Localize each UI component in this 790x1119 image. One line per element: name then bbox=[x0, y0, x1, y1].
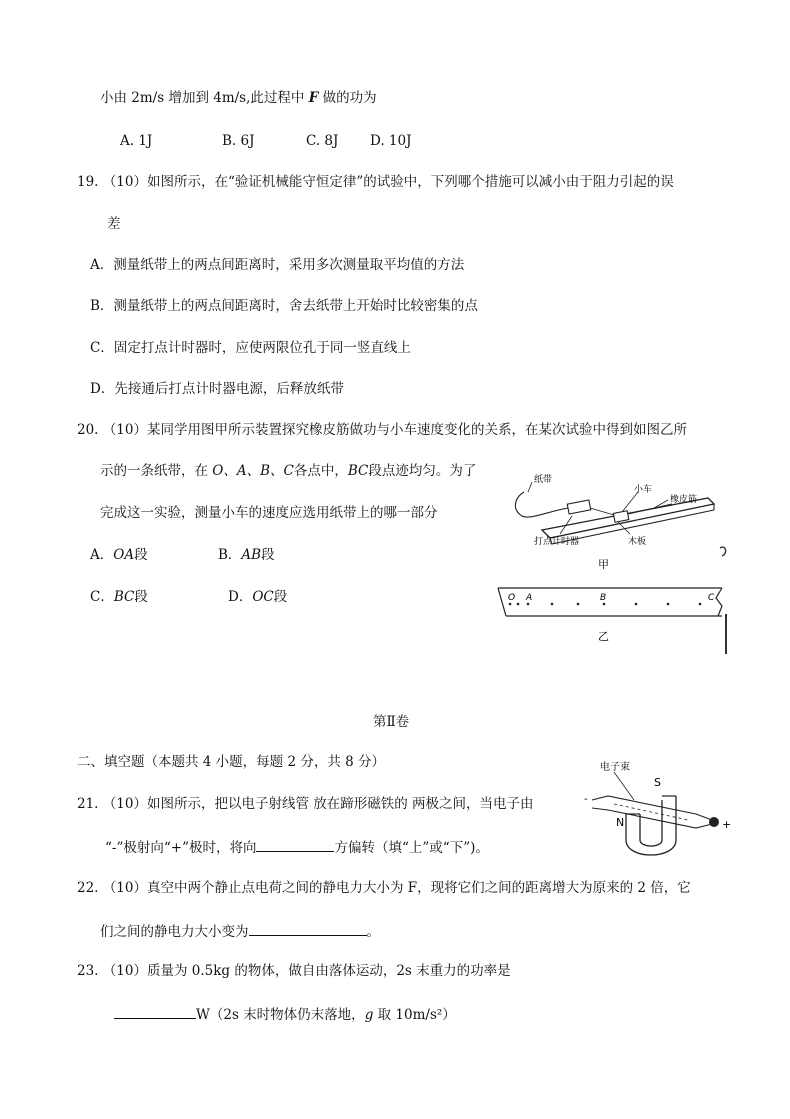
q19-stem-line1: 19. （10）如图所示，在“验证机械能守恒定律”的试验中，下列哪个措施可以减小由于阻力引起的误 bbox=[77, 174, 674, 190]
q18-option-b: B. 6J bbox=[222, 133, 255, 149]
section-heading: 二、填空题（本题共 4 小题，每题 2 分，共 8 分） bbox=[77, 754, 386, 770]
tape-dot bbox=[509, 603, 512, 606]
tube-anode-end bbox=[709, 817, 719, 827]
q20-option-d bbox=[228, 588, 287, 606]
label-plus: + bbox=[722, 818, 732, 831]
q18-option-d: D. 10J bbox=[370, 133, 412, 149]
q20-figure bbox=[494, 464, 734, 660]
label-minus: - bbox=[584, 794, 588, 805]
tape-to-cart bbox=[590, 508, 614, 515]
q20-option-d-suffix: 段 bbox=[273, 589, 288, 605]
q20-point-labels: O、A、B、C bbox=[212, 463, 294, 479]
tube-bottom bbox=[592, 808, 712, 828]
tape-dot bbox=[517, 603, 520, 606]
q22-stem-line2 bbox=[100, 921, 380, 941]
q23-stem-line1: 23. （10）质量为 0.5kg 的物体，做自由落体运动，2s 末重力的功率是 bbox=[77, 963, 511, 979]
q23-line2-a: W（2s 末时物体仍末落地， bbox=[196, 1007, 365, 1023]
q21-stem-line2 bbox=[105, 837, 489, 857]
q19-stem-line2: 差 bbox=[107, 216, 121, 232]
q20-option-a-suffix: 段 bbox=[134, 547, 148, 563]
tape-point-c: C bbox=[708, 593, 715, 603]
q20-option-c bbox=[90, 588, 148, 606]
q18-option-a: A. 1J bbox=[120, 133, 153, 149]
q20-option-c-suffix: 段 bbox=[134, 589, 148, 605]
q20-option-a-letter: A． bbox=[90, 547, 114, 563]
q20-stem-line1: 20. （10）某同学用图甲所示装置探究橡皮筋做功与小车速度变化的关系，在某次试验中得到如图乙所 bbox=[77, 422, 687, 438]
cart-box bbox=[613, 511, 628, 523]
tape-dot bbox=[635, 603, 638, 606]
q18-stem-end: 做的功为 bbox=[322, 90, 377, 106]
q21-line2-b: 方偏转（填“上”或“下”)。 bbox=[334, 840, 489, 856]
q20-line2-a: 示的一条纸带，在 bbox=[100, 463, 213, 479]
label-pole-n: N bbox=[616, 816, 625, 829]
q20-stem-line3: 完成这一实验，测量小车的速度应选用纸带上的哪一部分 bbox=[100, 505, 438, 521]
section-title: 第Ⅱ卷 bbox=[373, 714, 410, 730]
q21-figure bbox=[584, 752, 734, 864]
tape-dot bbox=[551, 603, 554, 606]
label-board: 木板 bbox=[628, 537, 647, 547]
q19-option-b: B．测量纸带上的两点间距离时，舍去纸带上开始时比较密集的点 bbox=[90, 298, 478, 314]
q22-stem-line1: 22. （10）真空中两个静止点电荷之间的静电力大小为 F，现将它们之间的距离增大为原来的 2 倍，它 bbox=[77, 880, 691, 896]
caption-jia: 甲 bbox=[598, 558, 609, 571]
leader-cart bbox=[622, 492, 638, 512]
tape-torn-edge bbox=[716, 588, 722, 616]
timer-box bbox=[567, 500, 591, 514]
leader-beam bbox=[614, 772, 634, 800]
label-pole-s: S bbox=[654, 776, 661, 789]
electron-beam-path bbox=[614, 804, 688, 820]
q18-stem-text: 小由 2m/s 增加到 4m/s,此过程中 bbox=[100, 90, 305, 106]
q18-option-c: C. 8J bbox=[306, 133, 339, 149]
q20-bc-segment: BC bbox=[347, 463, 369, 479]
q20-option-a bbox=[90, 546, 148, 564]
q20-stem-line2 bbox=[100, 462, 476, 480]
tape-point-b: B bbox=[600, 593, 607, 603]
q20-option-d-seg: OC bbox=[252, 589, 274, 605]
caption-yi: 乙 bbox=[598, 630, 609, 643]
q21-stem-line1: 21. （10）如图所示，把以电子射线管 放在蹄形磁铁的 两极之间，当电子由 bbox=[77, 796, 534, 812]
q19-option-a: A．测量纸带上的两点间距离时，采用多次测量取平均值的方法 bbox=[90, 257, 465, 273]
q22-line2-a: 们之间的静电力大小变为 bbox=[100, 924, 249, 940]
q21-line2-a: “-”极射向“+”极时，将向 bbox=[105, 840, 257, 856]
q20-option-c-seg: BC bbox=[113, 589, 135, 605]
q19-option-d: D．先接通后打点计时器电源，后释放纸带 bbox=[90, 381, 344, 397]
scan-mark-top bbox=[720, 547, 726, 556]
q23-stem-line2 bbox=[114, 1004, 456, 1024]
q21-answer-blank[interactable] bbox=[256, 837, 334, 852]
q20-option-b-seg: AB bbox=[241, 547, 262, 563]
label-rubber: 橡皮筋 bbox=[670, 495, 698, 505]
q20-option-c-letter: C． bbox=[90, 589, 114, 605]
label-timer: 打点计时器 bbox=[534, 537, 580, 547]
q18-force-symbol: F bbox=[308, 90, 319, 106]
q23-line2-b: 取 10m/s²） bbox=[373, 1007, 456, 1023]
label-electron-beam: 电子束 bbox=[600, 762, 630, 773]
tape-dot bbox=[527, 603, 530, 606]
rubber-band-line bbox=[628, 504, 672, 514]
cart-apparatus-diagram bbox=[515, 473, 714, 571]
q20-option-d-letter: D． bbox=[228, 589, 253, 605]
q23-answer-blank[interactable] bbox=[114, 1004, 196, 1019]
q20-line2-c: 段点迹均匀。为了 bbox=[368, 463, 477, 479]
paper-tape-curve bbox=[515, 492, 568, 517]
tape-dot bbox=[577, 603, 580, 606]
q23-g-symbol: g bbox=[364, 1007, 374, 1023]
tape-point-o: O bbox=[508, 593, 516, 603]
q20-line2-b: 各点中， bbox=[293, 463, 348, 479]
q20-option-a-seg: OA bbox=[113, 547, 135, 563]
label-cart: 小车 bbox=[634, 485, 653, 495]
q22-line2-b: 。 bbox=[366, 924, 380, 940]
q20-option-b-suffix: 段 bbox=[261, 547, 275, 563]
leader-tape bbox=[528, 482, 532, 492]
tape-dot bbox=[667, 603, 670, 606]
label-tape: 纸带 bbox=[534, 475, 553, 485]
tape-left-edge bbox=[498, 588, 506, 616]
tape-dot bbox=[603, 603, 606, 606]
tape-point-a: A bbox=[526, 593, 533, 603]
q20-option-b-letter: B． bbox=[218, 547, 242, 563]
q18-stem bbox=[100, 89, 377, 107]
q19-option-c: C．固定打点计时器时，应使两限位孔于同一竖直线上 bbox=[90, 340, 411, 356]
q22-answer-blank[interactable] bbox=[249, 921, 367, 936]
paper-tape-diagram bbox=[498, 588, 722, 643]
tube-top bbox=[592, 796, 712, 820]
q20-option-b bbox=[218, 546, 275, 564]
tape-dot bbox=[699, 603, 702, 606]
